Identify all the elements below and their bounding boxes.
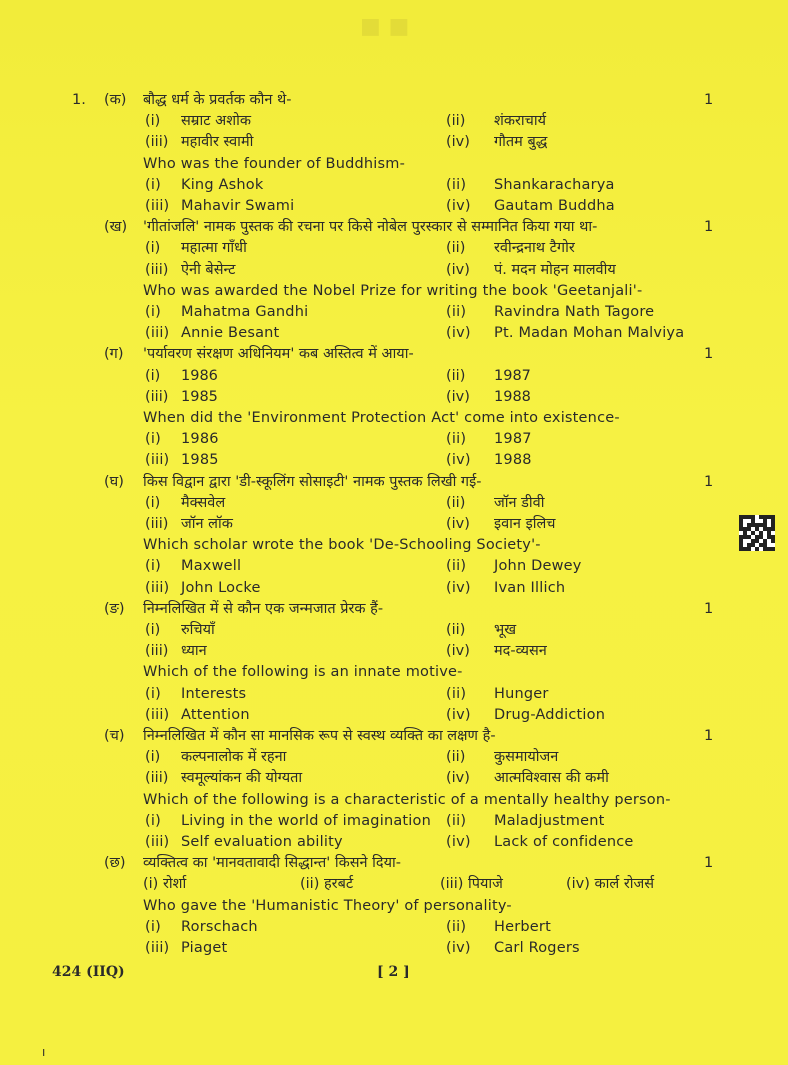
english-option-text: Annie Besant (181, 325, 280, 342)
english-question-text: Who gave the 'Humanistic Theory' of personality- (143, 897, 512, 914)
sub-question-label: (घ) (104, 473, 124, 490)
option-number: (ii) (446, 749, 466, 766)
english-option-text: 1987 (494, 431, 532, 448)
hindi-question-text: किस विद्वान द्वारा 'डी-स्कूलिंग सोसाइटी' नामक पुस्तक लिखी गई- (143, 473, 482, 490)
hindi-option-text: पं. मदन मोहन मालवीय (494, 261, 616, 278)
option-number: (i) (145, 685, 161, 702)
option-number: (iii) (145, 198, 170, 214)
english-option-text: 1988 (494, 452, 532, 469)
marks-value: 1 (704, 473, 714, 490)
hindi-option-text: महात्मा गाँधी (181, 240, 247, 257)
option-number: (iv) (446, 579, 471, 596)
hindi-option-text: भूख (494, 622, 517, 638)
english-option-text: Piaget (181, 940, 228, 956)
option-number: (iii) (145, 134, 169, 151)
english-option-text: Living in the world of imagination (181, 812, 431, 829)
paper-code: 424 (IIQ) (52, 964, 125, 980)
option-number: (iv) (446, 706, 471, 723)
hindi-option-inline: (ii) हरबर्ट (300, 876, 354, 893)
option-number: (iv) (446, 134, 470, 151)
hindi-option-text: मैक्सवेल (181, 494, 226, 511)
english-option-text: Drug-Addiction (494, 706, 606, 723)
english-option-text: Hunger (494, 685, 549, 702)
hindi-question-text: बौद्ध धर्म के प्रवर्तक कौन थे- (143, 92, 292, 108)
corner-mark: ı (42, 1045, 46, 1059)
option-number: (iv) (446, 643, 470, 660)
option-number: (iii) (145, 388, 169, 405)
hindi-option-text: जॉन डीवी (494, 494, 545, 511)
option-number: (ii) (446, 113, 466, 130)
hindi-question-text: 'गीतांजलि' नामक पुस्तक की रचना पर किसे नोबेल पुरस्कार से सम्मानित किया गया था- (143, 219, 598, 236)
hindi-question-text: 'पर्यावरण संरक्षण अधिनियम' कब अस्तित्व में आया- (143, 346, 414, 363)
option-number: (ii) (446, 431, 467, 448)
sub-question-label: (ख) (104, 219, 128, 236)
hindi-option-text: मद-व्यसन (494, 643, 547, 660)
hindi-option-text: 1986 (181, 367, 218, 384)
english-option-text: Shankaracharya (494, 176, 615, 193)
english-option-text: 1985 (181, 452, 219, 469)
question-number: 1. (72, 92, 86, 108)
english-option-text: Pt. Madan Mohan Malviya (494, 325, 685, 342)
option-number: (ii) (446, 176, 467, 193)
hindi-option-text: 1987 (494, 367, 531, 384)
hindi-question-text: निम्नलिखित में से कौन एक जन्मजात प्रेरक हैं- (143, 600, 384, 617)
hindi-option-text: गौतम बुद्ध (494, 134, 548, 151)
hindi-option-text: जॉन लॉक (181, 516, 233, 532)
option-number: (ii) (446, 240, 466, 257)
option-number: (i) (145, 176, 161, 193)
option-number: (iv) (446, 940, 471, 956)
hindi-option-inline: (iv) कार्ल रोजर्स (566, 876, 655, 893)
option-number: (iii) (145, 579, 170, 596)
english-option-text: Maxwell (181, 558, 242, 575)
english-option-text: Ivan Illich (494, 579, 566, 596)
option-number: (iii) (145, 452, 170, 469)
option-number: (iv) (446, 834, 471, 850)
marks-value: 1 (704, 346, 714, 363)
english-option-text: John Dewey (494, 558, 582, 575)
marks-value: 1 (704, 92, 714, 108)
option-number: (i) (145, 240, 161, 257)
english-option-text: King Ashok (181, 176, 264, 193)
hindi-option-text: ऐनी बेसेन्ट (181, 261, 236, 278)
english-question-text: Which of the following is an innate motive- (143, 664, 463, 681)
option-number: (ii) (446, 558, 467, 575)
english-question-text: Which scholar wrote the book 'De-Schooling Society'- (143, 537, 541, 554)
hindi-option-text: कुसमायोजन (494, 749, 559, 766)
option-number: (iii) (145, 325, 170, 342)
option-number: (iv) (446, 452, 471, 469)
sub-question-label: (क) (104, 92, 127, 108)
option-number: (i) (145, 367, 161, 384)
hindi-option-text: 1988 (494, 388, 531, 405)
option-number: (ii) (446, 685, 467, 702)
hindi-option-text: महावीर स्वामी (181, 134, 254, 151)
english-option-text: Self evaluation ability (181, 834, 343, 850)
option-number: (iii) (145, 770, 169, 787)
hindi-question-text: व्यक्तित्व का 'मानवतावादी सिद्धान्त' किसने दिया- (143, 855, 402, 872)
hindi-option-text: सम्राट अशोक (181, 113, 251, 130)
hindi-option-text: कल्पनालोक में रहना (181, 749, 287, 766)
option-number: (iii) (145, 834, 170, 850)
option-number: (i) (145, 622, 161, 638)
sub-question-label: (ग) (104, 346, 124, 363)
hindi-option-text: शंकराचार्य (494, 113, 547, 130)
english-option-text: Herbert (494, 918, 551, 935)
option-number: (iii) (145, 643, 169, 660)
option-number: (ii) (446, 304, 467, 320)
english-question-text: Who was the founder of Buddhism- (143, 155, 406, 172)
sub-question-label: (छ) (104, 855, 126, 872)
english-option-text: Gautam Buddha (494, 198, 615, 214)
option-number: (ii) (446, 494, 466, 511)
hindi-option-text: इवान इलिच (494, 516, 556, 532)
option-number: (iv) (446, 261, 470, 278)
english-option-text: Lack of confidence (494, 834, 634, 850)
option-number: (i) (145, 749, 161, 766)
hindi-option-text: आत्मविश्वास की कमी (494, 770, 609, 787)
option-number: (iv) (446, 388, 470, 405)
english-question-text: Which of the following is a characteristic of a mentally healthy person- (143, 791, 671, 808)
option-number: (i) (145, 812, 161, 829)
option-number: (iii) (145, 940, 170, 956)
hindi-option-text: ध्यान (181, 643, 207, 660)
option-number: (ii) (446, 812, 467, 829)
marks-value: 1 (704, 855, 714, 872)
english-option-text: Mahavir Swami (181, 198, 295, 214)
english-option-text: Interests (181, 685, 247, 702)
bleed-through-mark: ■ ■ (360, 14, 410, 39)
qr-code-icon (739, 515, 775, 551)
option-number: (iii) (145, 516, 169, 532)
option-number: (ii) (446, 622, 466, 638)
english-option-text: Attention (181, 706, 250, 723)
option-number: (iv) (446, 198, 471, 214)
english-question-text: Who was awarded the Nobel Prize for writing the book 'Geetanjali'- (143, 282, 643, 299)
option-number: (i) (145, 431, 161, 448)
hindi-question-text: निम्नलिखित में कौन सा मानसिक रूप से स्वस्थ व्यक्ति का लक्षण है- (143, 728, 496, 744)
hindi-option-inline: (i) रोर्शा (143, 876, 187, 893)
marks-value: 1 (704, 219, 714, 236)
hindi-option-text: 1985 (181, 388, 218, 405)
english-option-text: Maladjustment (494, 812, 605, 829)
hindi-option-inline: (iii) पियाजे (440, 876, 503, 893)
english-question-text: When did the 'Environment Protection Act' come into existence- (143, 410, 620, 426)
english-option-text: John Locke (181, 579, 261, 596)
option-number: (i) (145, 494, 161, 511)
option-number: (i) (145, 113, 161, 130)
option-number: (iv) (446, 325, 471, 342)
english-option-text: Rorschach (181, 918, 258, 935)
sub-question-label: (च) (104, 728, 125, 744)
option-number: (ii) (446, 918, 467, 935)
marks-value: 1 (704, 728, 714, 744)
option-number: (i) (145, 918, 161, 935)
option-number: (iii) (145, 261, 169, 278)
hindi-option-text: रुचियाँ (181, 622, 215, 638)
english-option-text: Mahatma Gandhi (181, 304, 309, 320)
sub-question-label: (ङ) (104, 600, 125, 617)
english-option-text: Ravindra Nath Tagore (494, 304, 655, 320)
marks-value: 1 (704, 600, 714, 617)
page-number: [ 2 ] (377, 964, 410, 980)
option-number: (iv) (446, 516, 470, 532)
option-number: (i) (145, 558, 161, 575)
option-number: (i) (145, 304, 161, 320)
english-option-text: 1986 (181, 431, 219, 448)
hindi-option-text: रवीन्द्रनाथ टैगोर (494, 240, 575, 257)
hindi-option-text: स्वमूल्यांकन की योग्यता (181, 770, 303, 787)
option-number: (iii) (145, 706, 170, 723)
english-option-text: Carl Rogers (494, 940, 580, 956)
option-number: (ii) (446, 367, 466, 384)
option-number: (iv) (446, 770, 470, 787)
